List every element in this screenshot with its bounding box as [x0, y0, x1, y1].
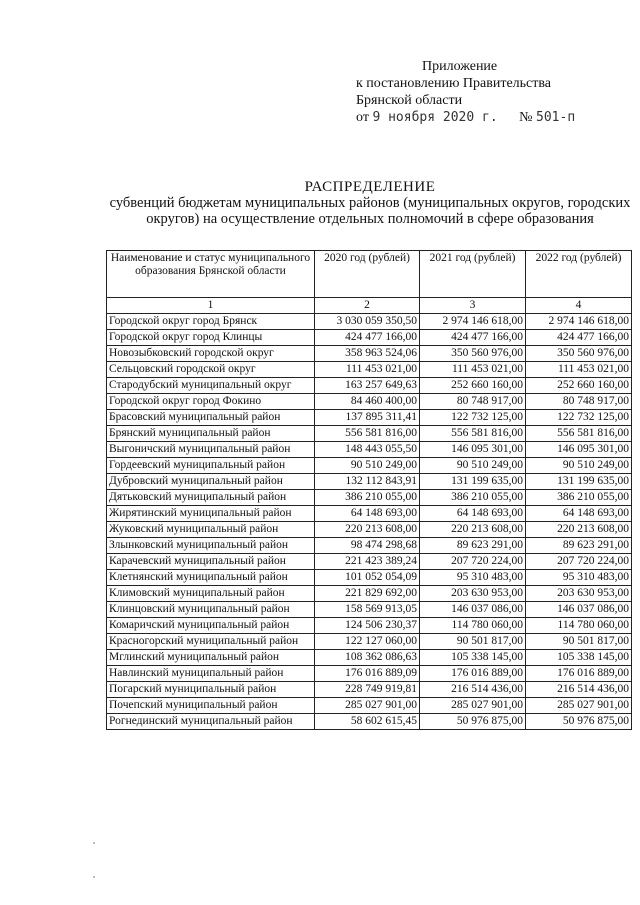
date-value: 9 ноября 2020 г. — [372, 110, 498, 125]
scan-speck — [93, 842, 95, 844]
table-row — [107, 474, 632, 490]
amount-2020-cell: 111 453 021,00 — [315, 362, 420, 378]
table-row — [107, 506, 632, 522]
amount-2020-cell: 108 362 086,63 — [315, 650, 420, 666]
table-row — [107, 554, 632, 570]
amount-2022-cell: 350 560 976,00 — [526, 346, 632, 362]
amount-2022-cell: 176 016 889,00 — [526, 666, 632, 682]
table-row — [107, 362, 632, 378]
amount-2022-cell: 114 780 060,00 — [526, 618, 632, 634]
municipality-name-cell: Гордеевский муниципальный район — [107, 458, 315, 474]
amount-2020-cell: 132 112 843,91 — [315, 474, 420, 490]
table-row — [107, 586, 632, 602]
number-value: 501-п — [536, 110, 576, 125]
amount-2022-cell: 122 732 125,00 — [526, 410, 632, 426]
amount-2022-cell: 252 660 160,00 — [526, 378, 632, 394]
table-row — [107, 490, 632, 506]
amount-2022-cell: 80 748 917,00 — [526, 394, 632, 410]
amount-2021-cell: 95 310 483,00 — [420, 570, 526, 586]
table-header-row — [107, 251, 632, 298]
municipality-name-cell: Сельцовский городской округ — [107, 362, 315, 378]
amount-2022-cell: 131 199 635,00 — [526, 474, 632, 490]
amount-2020-cell: 124 506 230,37 — [315, 618, 420, 634]
amount-2020-cell: 221 829 692,00 — [315, 586, 420, 602]
municipality-name-cell: Городской округ город Клинцы — [107, 330, 315, 346]
amount-2021-cell: 146 095 301,00 — [420, 442, 526, 458]
table-row — [107, 650, 632, 666]
table-row — [107, 682, 632, 698]
amount-2020-cell: 137 895 311,41 — [315, 410, 420, 426]
amount-2022-cell: 64 148 693,00 — [526, 506, 632, 522]
amount-2022-cell: 111 453 021,00 — [526, 362, 632, 378]
municipality-name-cell: Мглинский муниципальный район — [107, 650, 315, 666]
table-row — [107, 378, 632, 394]
amount-2020-cell: 58 602 615,45 — [315, 714, 420, 730]
amount-2022-cell: 424 477 166,00 — [526, 330, 632, 346]
table-row — [107, 522, 632, 538]
table-row — [107, 666, 632, 682]
number-label: № — [519, 110, 533, 125]
municipality-name-cell: Новозыбковский городской округ — [107, 346, 315, 362]
column-index: 4 — [526, 298, 632, 314]
table-row — [107, 698, 632, 714]
amount-2022-cell: 556 581 816,00 — [526, 426, 632, 442]
amount-2021-cell: 424 477 166,00 — [420, 330, 526, 346]
municipality-name-cell: Красногорский муниципальный район — [107, 634, 315, 650]
table-row — [107, 634, 632, 650]
appendix-label: Приложение — [422, 59, 498, 74]
amount-2021-cell: 203 630 953,00 — [420, 586, 526, 602]
amount-2020-cell: 424 477 166,00 — [315, 330, 420, 346]
municipality-name-cell: Городской округ город Брянск — [107, 314, 315, 330]
amount-2021-cell: 350 560 976,00 — [420, 346, 526, 362]
table-row — [107, 442, 632, 458]
column-index: 3 — [420, 298, 526, 314]
document-title: РАСПРЕДЕЛЕНИЕ — [304, 179, 436, 195]
table-row — [107, 602, 632, 618]
amount-2022-cell: 2 974 146 618,00 — [526, 314, 632, 330]
amount-2021-cell: 207 720 224,00 — [420, 554, 526, 570]
table-row — [107, 618, 632, 634]
municipality-name-cell: Рогнединский муниципальный район — [107, 714, 315, 730]
document-subtitle: субвенций бюджетам муниципальных районов (муниципальных округов, городских округов) на осуществление отдельных полномочий в сфере образования — [109, 195, 631, 227]
amount-2021-cell: 89 623 291,00 — [420, 538, 526, 554]
table-row — [107, 410, 632, 426]
amount-2020-cell: 386 210 055,00 — [315, 490, 420, 506]
municipality-name-cell: Клетнянский муниципальный район — [107, 570, 315, 586]
municipality-name-cell: Навлинский муниципальный район — [107, 666, 315, 682]
amount-2020-cell: 148 443 055,50 — [315, 442, 420, 458]
amount-2020-cell: 221 423 389,24 — [315, 554, 420, 570]
column-index: 2 — [315, 298, 420, 314]
column-index: 1 — [107, 298, 315, 314]
amount-2021-cell: 50 976 875,00 — [420, 714, 526, 730]
amount-2020-cell: 228 749 919,81 — [315, 682, 420, 698]
amount-2022-cell: 220 213 608,00 — [526, 522, 632, 538]
column-index-row — [107, 298, 632, 314]
table-row — [107, 394, 632, 410]
header-2022: 2022 год (рублей) — [526, 251, 632, 298]
amount-2020-cell: 84 460 400,00 — [315, 394, 420, 410]
appendix-date-line — [356, 109, 575, 126]
amount-2020-cell: 220 213 608,00 — [315, 522, 420, 538]
amount-2022-cell: 90 501 817,00 — [526, 634, 632, 650]
amount-2020-cell: 285 027 901,00 — [315, 698, 420, 714]
amount-2022-cell: 95 310 483,00 — [526, 570, 632, 586]
amount-2020-cell: 64 148 693,00 — [315, 506, 420, 522]
table-row — [107, 426, 632, 442]
amount-2021-cell: 146 037 086,00 — [420, 602, 526, 618]
amount-2021-cell: 105 338 145,00 — [420, 650, 526, 666]
amount-2020-cell: 98 474 298,68 — [315, 538, 420, 554]
municipality-name-cell: Комаричский муниципальный район — [107, 618, 315, 634]
municipality-name-cell: Жуковский муниципальный район — [107, 522, 315, 538]
appendix-region: Брянской области — [356, 93, 463, 108]
amount-2021-cell: 122 732 125,00 — [420, 410, 526, 426]
amount-2021-cell: 111 453 021,00 — [420, 362, 526, 378]
municipality-name-cell: Выгоничский муниципальный район — [107, 442, 315, 458]
amount-2020-cell: 158 569 913,05 — [315, 602, 420, 618]
table-row — [107, 570, 632, 586]
table-row — [107, 458, 632, 474]
header-2021: 2021 год (рублей) — [420, 251, 526, 298]
amount-2021-cell: 556 581 816,00 — [420, 426, 526, 442]
municipality-name-cell: Стародубский муниципальный округ — [107, 378, 315, 394]
amount-2021-cell: 131 199 635,00 — [420, 474, 526, 490]
appendix-resolution: к постановлению Правительства — [356, 76, 552, 91]
amount-2021-cell: 252 660 160,00 — [420, 378, 526, 394]
header-name: Наименование и статус муниципального образования Брянской области — [107, 251, 315, 298]
amount-2020-cell: 176 016 889,09 — [315, 666, 420, 682]
date-prefix: от — [356, 110, 369, 125]
municipality-name-cell: Дубровский муниципальный район — [107, 474, 315, 490]
municipality-name-cell: Климовский муниципальный район — [107, 586, 315, 602]
distribution-table — [106, 250, 632, 730]
amount-2020-cell: 122 127 060,00 — [315, 634, 420, 650]
municipality-name-cell: Дятьковский муниципальный район — [107, 490, 315, 506]
amount-2021-cell: 220 213 608,00 — [420, 522, 526, 538]
municipality-name-cell: Злынковский муниципальный район — [107, 538, 315, 554]
table-row — [107, 314, 632, 330]
amount-2021-cell: 216 514 436,00 — [420, 682, 526, 698]
municipality-name-cell: Городской округ город Фокино — [107, 394, 315, 410]
amount-2020-cell: 101 052 054,09 — [315, 570, 420, 586]
amount-2022-cell: 203 630 953,00 — [526, 586, 632, 602]
municipality-name-cell: Погарский муниципальный район — [107, 682, 315, 698]
amount-2021-cell: 64 148 693,00 — [420, 506, 526, 522]
amount-2020-cell: 358 963 524,06 — [315, 346, 420, 362]
amount-2021-cell: 80 748 917,00 — [420, 394, 526, 410]
header-2020: 2020 год (рублей) — [315, 251, 420, 298]
table-row — [107, 714, 632, 730]
amount-2021-cell: 285 027 901,00 — [420, 698, 526, 714]
table-row — [107, 538, 632, 554]
amount-2021-cell: 176 016 889,00 — [420, 666, 526, 682]
scan-speck — [93, 876, 95, 878]
amount-2022-cell: 89 623 291,00 — [526, 538, 632, 554]
municipality-name-cell: Карачевский муниципальный район — [107, 554, 315, 570]
amount-2021-cell: 2 974 146 618,00 — [420, 314, 526, 330]
table-row — [107, 330, 632, 346]
amount-2022-cell: 386 210 055,00 — [526, 490, 632, 506]
amount-2022-cell: 90 510 249,00 — [526, 458, 632, 474]
municipality-name-cell: Брянский муниципальный район — [107, 426, 315, 442]
municipality-name-cell: Почепский муниципальный район — [107, 698, 315, 714]
amount-2022-cell: 216 514 436,00 — [526, 682, 632, 698]
amount-2020-cell: 3 030 059 350,50 — [315, 314, 420, 330]
amount-2021-cell: 386 210 055,00 — [420, 490, 526, 506]
municipality-name-cell: Клинцовский муниципальный район — [107, 602, 315, 618]
amount-2022-cell: 146 095 301,00 — [526, 442, 632, 458]
amount-2021-cell: 90 510 249,00 — [420, 458, 526, 474]
amount-2022-cell: 207 720 224,00 — [526, 554, 632, 570]
amount-2022-cell: 285 027 901,00 — [526, 698, 632, 714]
municipality-name-cell: Брасовский муниципальный район — [107, 410, 315, 426]
amount-2020-cell: 556 581 816,00 — [315, 426, 420, 442]
amount-2022-cell: 50 976 875,00 — [526, 714, 632, 730]
amount-2021-cell: 90 501 817,00 — [420, 634, 526, 650]
amount-2021-cell: 114 780 060,00 — [420, 618, 526, 634]
municipality-name-cell: Жирятинский муниципальный район — [107, 506, 315, 522]
amount-2022-cell: 146 037 086,00 — [526, 602, 632, 618]
table-row — [107, 346, 632, 362]
amount-2020-cell: 163 257 649,63 — [315, 378, 420, 394]
amount-2022-cell: 105 338 145,00 — [526, 650, 632, 666]
amount-2020-cell: 90 510 249,00 — [315, 458, 420, 474]
appendix-block — [356, 58, 575, 126]
